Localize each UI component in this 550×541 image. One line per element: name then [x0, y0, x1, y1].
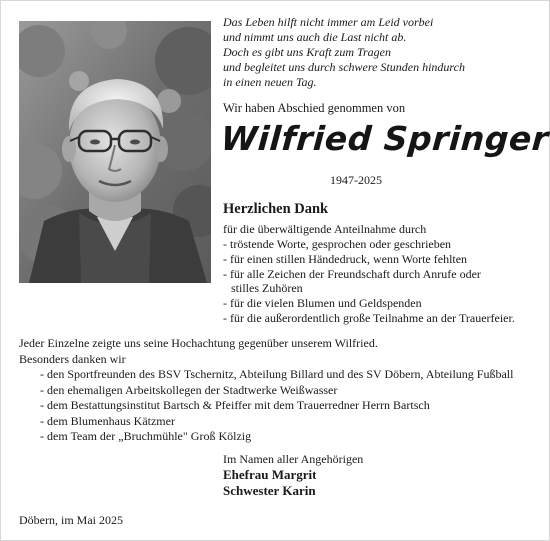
poem-line: in einen neuen Tag. [223, 75, 317, 89]
thanks-list [223, 237, 543, 326]
thanks-item: - tröstende Worte, gesprochen oder geschrieben [223, 237, 452, 251]
special-thanks-item: - den Sportfreunden des BSV Tschernitz, Abteilung Billard und des SV Döbern, Abteilung Fußball [40, 367, 514, 381]
signer-name: Schwester Karin [223, 483, 316, 498]
thanks-item: - für einen stillen Händedruck, wenn Worte fehlten [223, 251, 468, 266]
respect-line: Jeder Einzelne zeigte uns seine Hochachtung gegenüber unserem Wilfried. [19, 336, 378, 350]
thanks-intro: für die überwältigende Anteilnahme durch [223, 222, 427, 236]
thanks-item: stilles Zuhören [231, 281, 303, 296]
thanks-item: - für alle Zeichen der Freundschaft durch Anrufe oder [223, 266, 481, 281]
poem-line: Doch es gibt uns Kraft zum Tragen [223, 45, 392, 59]
life-years: 1947-2025 [330, 173, 382, 187]
portrait-photo [19, 21, 211, 283]
farewell-line: Wir haben Abschied genommen von [223, 101, 406, 115]
signature-intro: Im Namen aller Angehörigen [223, 452, 364, 466]
poem-line: und nimmt uns auch die Last nicht ab. [223, 30, 407, 44]
signer-name: Ehefrau Margrit [223, 467, 317, 482]
memorial-poem [223, 15, 533, 90]
special-thanks-item: - dem Team der „Bruchmühle" Groß Kölzig [40, 429, 252, 444]
thanks-item: - für die außerordentlich große Teilnahme an der Trauerfeier. [223, 310, 515, 325]
place-and-date: Döbern, im Mai 2025 [19, 513, 123, 527]
special-thanks-list [40, 367, 545, 445]
special-thanks-item: - den ehemaligen Arbeitskollegen der Stadtwerke Weißwasser [40, 382, 338, 397]
special-thanks-item: - dem Bestattungsinstitut Bartsch & Pfeiffer mit dem Trauerredner Herrn Bartsch [40, 398, 430, 413]
poem-line: Das Leben hilft nicht immer am Leid vorbei [223, 15, 434, 29]
special-thanks-intro: Besonders danken wir [19, 352, 126, 366]
thanks-item: - für die vielen Blumen und Geldspenden [223, 296, 422, 311]
deceased-name: Wilfried Springer [219, 119, 550, 158]
thanks-heading: Herzlichen Dank [223, 201, 329, 217]
special-thanks-item: - dem Blumenhaus Kätzmer [40, 413, 175, 428]
poem-line: und begleitet uns durch schwere Stunden hindurch [223, 60, 465, 74]
